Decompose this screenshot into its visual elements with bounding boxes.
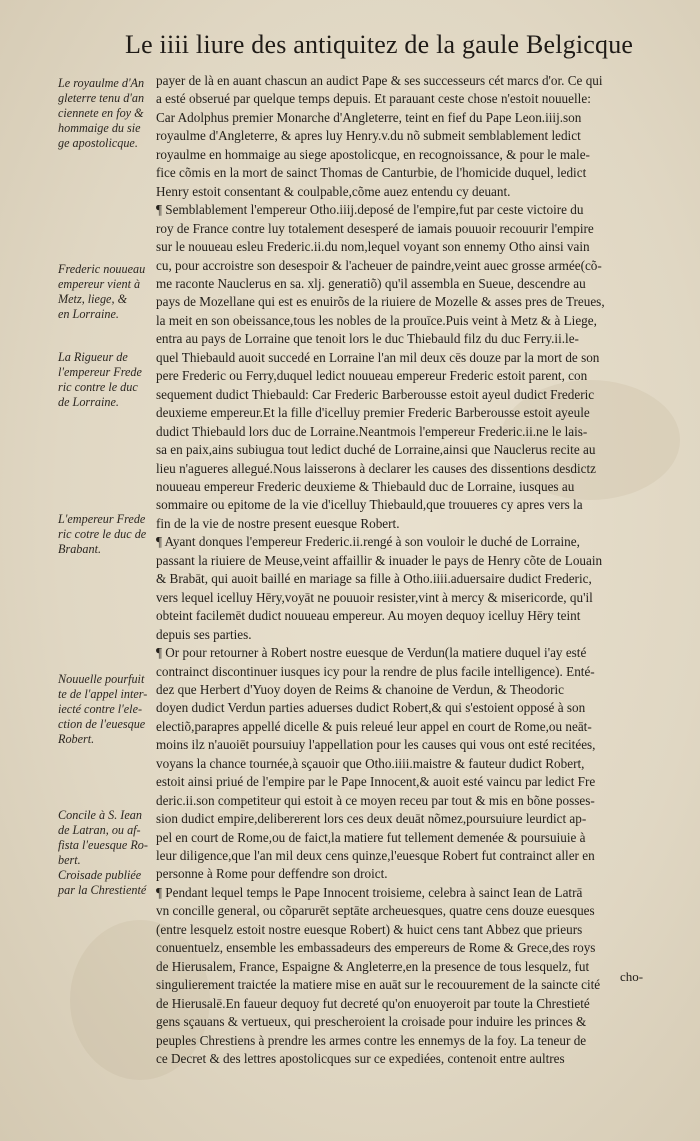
margin-note-line: Concile à S. Iean (58, 808, 142, 822)
margin-note-line: Robert. (58, 732, 95, 746)
margin-note-line: Le royaulme d'An (58, 76, 145, 90)
margin-note (58, 808, 154, 868)
body-line: sur le nouueau esleu Frederic.ii.du nom,lequel voyant son ennemy Otho ainsi vain (156, 239, 590, 255)
body-line: passant la riuiere de Meuse,veint affaillir & inuader le pays de Henry cõte de Louain (156, 552, 603, 568)
body-line: singulierement traictée la matiere mise en auāt sur le recouurement de la saincte cité (156, 977, 601, 993)
body-line: lieu n'agueres allegué.Nous laisserons à declarer les causes des dissentions desdictz (156, 460, 596, 476)
margin-note-line: Metz, liege, & (58, 292, 128, 306)
catchword: cho- (620, 969, 644, 984)
body-line: a esté obserué par quelque temps depuis. Et parauant ceste chose n'estoit nouuelle: (156, 91, 591, 107)
body-line: me raconte Nauclerus en sa. xlj. generatiõ) qu'il assembla en Sueue, descendre au (156, 275, 586, 291)
body-line: ¶ Or pour retourner à Robert nostre euesque de Verdun(la matiere duquel i'ay esté (156, 645, 587, 661)
body-line: & Brabāt, qui auoit baillé en mariage sa fille à Otho.iiii.aduersaire dudict Frederic, (156, 571, 592, 587)
body-line: depuis ses parties. (156, 626, 252, 642)
body-line: Car Adolphus premier Monarche d'Angleterre, teint en fief du Pape Leon.iiij.son (156, 109, 582, 125)
body-line: leur diligence,que l'an mil deux cens quinze,l'euesque Robert fut contrainct aller en (156, 848, 595, 864)
body-line: de Hierusalē.En faueur dequoy fut decreté qu'on enuoyeroit par toute la Chrestieté (156, 995, 590, 1011)
body-line: royaulme en hommaige au siege apostolicque, en recognoissance, & pour le male- (156, 146, 590, 162)
body-line: nouueau empereur Frederic deuxieme & Thiebauld duc de Lorraine, iusques au (156, 478, 575, 494)
margin-note-line: ge apostolicque. (58, 136, 138, 150)
body-line: dez que Herbert d'Yuoy doyen de Reims & chanoine de Verdun, & Theodoric (156, 681, 565, 697)
body-line: voyans la chance tournée,à sçauoir que Otho.iiii.maistre & fauteur dudict Robert, (156, 755, 585, 771)
margin-note-line: Brabant. (58, 542, 101, 556)
body-line: royaulme d'Angleterre, & apres luy Henry.v.du nõ submeit semblablement ledict (156, 128, 581, 144)
body-line: deric.ii.son competiteur qui estoit à ce moyen receu par tout & mis en bõne posses- (156, 792, 595, 808)
margin-note-line: par la Chrestienté (58, 883, 147, 897)
body-line: moins ilz n'auoiēt poursuiuy l'appellation pour les causes qui vous ont esté recitées, (156, 737, 596, 753)
margin-note-line: La Rigueur de (58, 350, 128, 364)
body-line: cu, pour accroistre son desespoir & l'acheuer de paindre,veint auec grosse armée(cõ- (156, 257, 602, 273)
margin-note (58, 512, 154, 557)
margin-note-line: bert. (58, 853, 81, 867)
body-line: fin de la vie de nostre present euesque Robert. (156, 515, 400, 531)
body-line: electiõ,parapres appellé dicelle & puis releué leur appel en court de Rome,ou neāt- (156, 718, 592, 734)
margin-note (58, 350, 154, 410)
margin-note-line: Nouuelle pourfuit (58, 672, 145, 686)
running-title: Le iiii liure des antiquitez de la gaule Belgicque (125, 30, 634, 59)
body-line: quel Thiebauld auoit succedé en Lorraine l'an mil deux cēs douze par la mort de son (156, 349, 600, 365)
body-line: ¶ Pendant lequel temps le Pape Innocent troisieme, celebra à sainct Iean de Latrā (156, 884, 583, 900)
margin-note-line: l'empereur Frede (58, 365, 142, 379)
body-line: (entre lesquelz estoit nostre euesque Robert) & huict cens tant Abbez que prieurs (156, 921, 583, 937)
body-line: pays de Mozellane qui est es enuirõs de la riuiere de Mozelle & asses pres de Treues, (156, 294, 605, 310)
body-line: ce Decret & des lettres apostolicques sur ce expediées, contenoit entre aultres (156, 1051, 565, 1067)
body-line: de Hierusalem, France, Espaigne & Angleterre,en la presence de tous lesquelz, fut (156, 958, 590, 974)
margin-note-line: ric cotre le duc de (58, 527, 147, 541)
body-line: ¶ Semblablement l'empereur Otho.iiij.deposé de l'empire,fut par ceste victoire du (156, 202, 584, 218)
margin-note-line: ciennete en foy & (58, 106, 144, 120)
body-line: vers lequel icelluy Hēry,voyāt ne pouuoir resister,vint à mercy & misericorde, qu'il (156, 589, 593, 605)
body-line: pel en court de Rome,ou de faict,la matiere fut tellement demenée & poursuiuie à (156, 829, 586, 845)
margin-note-line: Frederic nouueau (58, 262, 146, 276)
body-line: deuxieme empereur.Et la fille d'icelluy premier Frederic Barberousse estoit ayeule (156, 405, 590, 421)
body-line: la meit en son obeissance,tous les nobles de la prouīce.Puis veint à Metz & à Liege, (156, 312, 597, 328)
body-line: payer de là en auant chascun an audict Pape & ses successeurs cét marcs d'or. Ce qui (156, 73, 603, 88)
body-line: peuples Chrestiens à prendre les armes contre les ennemys de la foy. La teneur de (156, 1032, 587, 1048)
margin-note-line: en Lorraine. (58, 307, 119, 321)
margin-note-line: fista l'euesque Ro- (58, 838, 148, 852)
body-line: entra au pays de Lorraine que tenoit lors le duc Thiebauld filz du duc Ferry.ii.le- (156, 331, 579, 347)
body-line: dudict Thiebauld lors duc de Lorraine.Neantmois l'empereur Frederic.ii.ne le lais- (156, 423, 588, 439)
body-line: contrainct discontinuer iusques icy pour la rendre de plus facile intelligence). Enté- (156, 663, 595, 679)
margin-note (58, 672, 154, 747)
margin-note (58, 76, 154, 151)
body-line: pere Frederic ou Ferry,duquel ledict nouueau empereur Frederic estoit parent, con (156, 368, 588, 384)
body-line: gens sçauans & vertueux, qui prescheroient la croisade pour induire les princes & (156, 1014, 587, 1030)
body-line: ¶ Ayant donques l'empereur Frederic.ii.rengé à son vouloir le duché de Lorraine, (156, 534, 580, 550)
margin-note-line: de Lorraine. (58, 395, 119, 409)
margin-note-line: L'empereur Frede (58, 512, 146, 526)
body-line: Henry estoit consentant & coulpable,cõme auez entendu cy deuant. (156, 183, 511, 199)
body-line: sommaire ou epitome de la vie d'icelluy Thiebauld,que trouueres cy apres vers la (156, 497, 583, 513)
margin-note-line: hommaige du sie (58, 121, 141, 135)
body-line: fice cõmis en la mort de sainct Thomas de Canturbie, de l'homicide duquel, ledict (156, 165, 587, 181)
body-line: roy de France contre luy totalement desesperé de iamais pouuoir recouurir l'empire (156, 220, 594, 236)
margin-note-line: gleterre tenu d'an (58, 91, 145, 105)
margin-note-line: Croisade publiée (58, 868, 142, 882)
margin-note (58, 262, 154, 322)
margin-note-line: ction de l'euesque (58, 717, 146, 731)
body-line: obteint facilemēt dudict nouueau empereur. Au moyen dequoy icelluy Hēry teint (156, 608, 581, 624)
body-line: sequement dudict Thiebauld: Car Frederic Barberousse estoit ayeul dudict Frederic (156, 386, 595, 402)
margin-note (58, 868, 154, 898)
margin-note-line: de Latran, ou af- (58, 823, 141, 837)
margin-note-line: iecté contre l'ele- (58, 702, 143, 716)
margin-note-line: te de l'appel inter- (58, 687, 148, 701)
body-line: sa en paix,ains subiugua tout ledict duché de Lorraine,ainsi que Nauclerus recite au (156, 442, 596, 458)
body-line: estoit ainsi priué de l'empire par le Pape Innocent,& auoit esté vaincu par ledict Fre (156, 774, 596, 790)
body-line: sion dudict empire,delibererent lors ces deux deuāt nõmez,poursuiure leurdict ap- (156, 811, 587, 827)
body-line: personne à Rome pour deffendre son droict. (156, 866, 388, 882)
body-line: doyen dudict Verdun parties aduerses dudict Robert,& qui s'estoient opposé à son (156, 700, 586, 716)
body-line: conuentuelz, ensemble les embassadeurs des empereurs de Rome & Grece,des roys (156, 940, 596, 956)
margin-note-line: empereur vient à (58, 277, 141, 291)
body-line: vn concille general, ou cõparurēt septāte archeuesques, quatre cens douze euesques (156, 903, 595, 919)
margin-note-line: ric contre le duc (58, 380, 138, 394)
body-text (156, 72, 656, 1068)
